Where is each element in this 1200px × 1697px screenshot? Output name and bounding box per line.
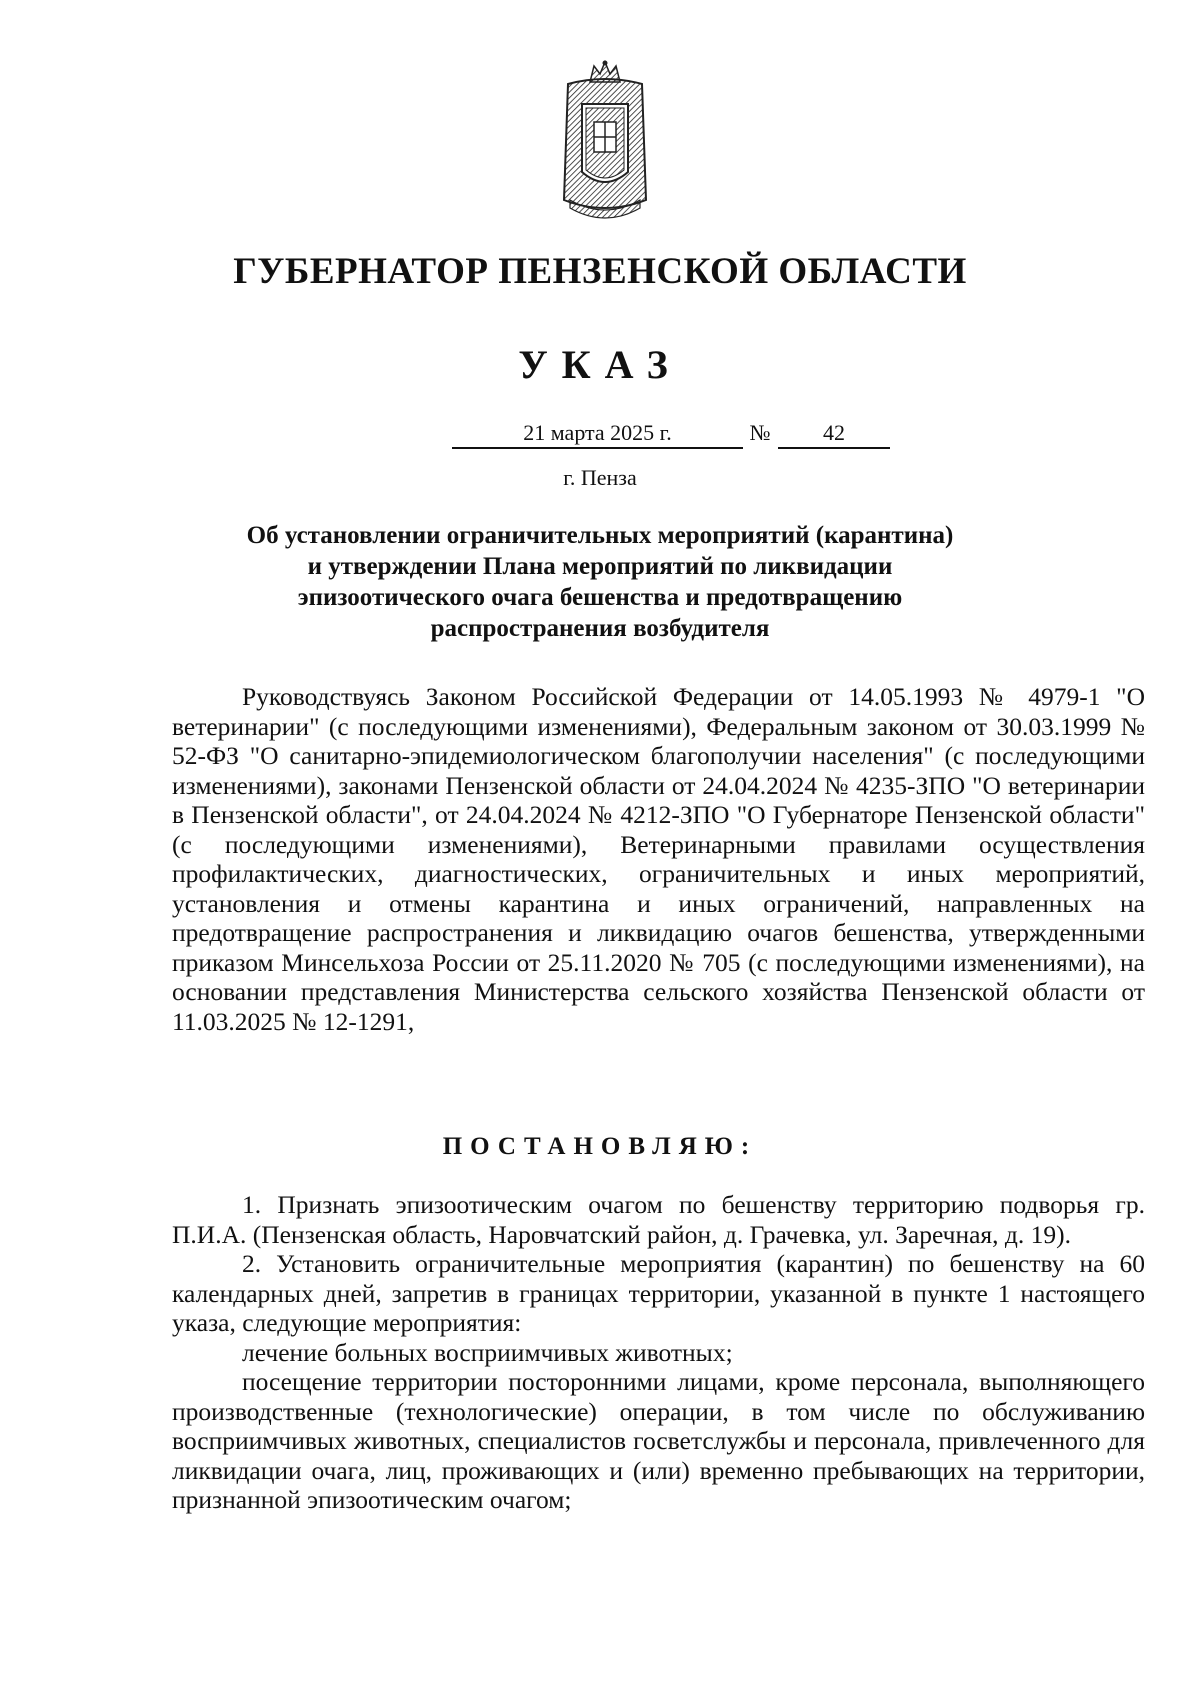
decree-item-1: 1. Признать эпизоотическим очагом по бешенству территорию подворья гр. П.И.А. (Пензенская область, Наровчатский район, д. Грачевка, ул. Заречная, д. 19).	[172, 1190, 1145, 1249]
preamble-paragraph: Руководствуясь Законом Российской Федерации от 14.05.1993 № 4979-1 "О ветеринарии" (с последующими изменениями), Федеральным законом от 30.03.1999 № 52-ФЗ "О санитарно-эпидемиологическом благополучии населения" (с последующими изменениями), законами Пензенской области от 24.04.2024 № 4235-ЗПО "О ветеринарии в Пензенской области", от 24.04.2024 № 4212-ЗПО "О Губернаторе Пензенской области" (с последующими изменениями), Ветеринарными правилами осуществления профилактических, диагностических, ограничительных и иных мероприятий, установления и отмены карантина и иных ограничений, направленных на предотвращение распространения и ликвидацию очагов бешенства, утвержденными приказом Минсельхоза России от 25.11.2020 № 705 (с последующими изменениями), на основании представления Министерства сельского хозяйства Пензенской области от 11.03.2025 № 12-1291,	[172, 682, 1145, 1036]
title-line: и утверждении Плана мероприятий по ликвидации	[307, 553, 893, 580]
title-line: Об установлении ограничительных мероприятий (карантина)	[246, 522, 954, 549]
date-number-line	[0, 420, 1200, 460]
decree-subitem-visits: посещение территории посторонними лицами, кроме персонала, выполняющего производственные (технологические) операции, в том числе по обслуживанию восприимчивых животных, специалистов госветслужбы и персонала, привлеченного для ликвидации очага, лиц, проживающих и (или) временно пребывающих на территории, признанной эпизоотическим очагом;	[172, 1367, 1145, 1514]
decree-item-2: 2. Установить ограничительные мероприятия (карантин) по бешенству на 60 календарных дней, запретив в границах территории, указанной в пункте 1 настоящего указа, следующие мероприятия:	[172, 1249, 1145, 1337]
document-title	[150, 520, 1050, 644]
document-type: УКАЗ	[518, 342, 682, 387]
coat-of-arms-emblem-icon	[550, 60, 660, 220]
decree-heading: ПОСТАНОВЛЯЮ:	[442, 1133, 758, 1160]
preamble-section	[172, 682, 1145, 1036]
document-number: 42	[778, 420, 890, 449]
issuing-authority: ГУБЕРНАТОР ПЕНЗЕНСКОЙ ОБЛАСТИ	[233, 251, 967, 292]
decree-subitem-treatment: лечение больных восприимчивых животных;	[242, 1337, 733, 1367]
decree-items	[172, 1190, 1145, 1515]
title-line: распространения возбудителя	[430, 615, 770, 642]
title-line: эпизоотического очага бешенства и предотвращению	[297, 584, 903, 611]
issue-city: г. Пенза	[563, 465, 637, 490]
document-date: 21 марта 2025 г.	[452, 420, 743, 449]
number-sign: №	[749, 420, 771, 445]
